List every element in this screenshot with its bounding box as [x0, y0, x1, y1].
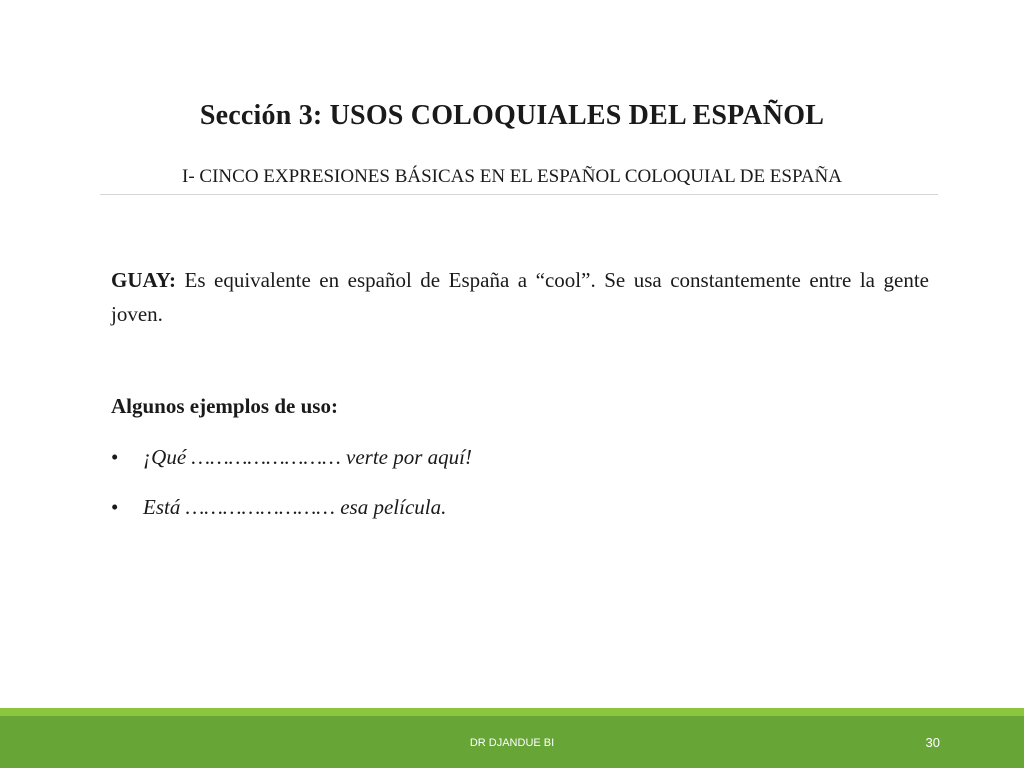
footer-accent-stripe: [0, 708, 1024, 716]
slide-title: Sección 3: USOS COLOQUIALES DEL ESPAÑOL: [199, 100, 825, 131]
example-item: [111, 440, 472, 490]
example-text: Está …………………… esa película.: [143, 495, 447, 519]
footer-author: DR DJANDUE BI: [469, 737, 555, 749]
definition-term: GUAY:: [111, 268, 176, 292]
bullet-marker: •: [111, 495, 119, 519]
example-item: [111, 490, 472, 540]
definition-paragraph: [111, 263, 929, 331]
definition-text: Es equivalente en español de España a “cool”. Se usa constantemente entre la gente joven.: [111, 268, 929, 326]
slide-subtitle: I- CINCO EXPRESIONES BÁSICAS EN EL ESPAÑOL COLOQUIAL DE ESPAÑA: [182, 166, 842, 187]
examples-heading: Algunos ejemplos de uso:: [111, 394, 338, 418]
examples-list: [111, 440, 472, 540]
bullet-marker: •: [111, 445, 119, 469]
page-number: 30: [925, 735, 940, 750]
example-text: ¡Qué …………………… verte por aquí!: [143, 445, 473, 469]
title-divider: [100, 194, 938, 195]
